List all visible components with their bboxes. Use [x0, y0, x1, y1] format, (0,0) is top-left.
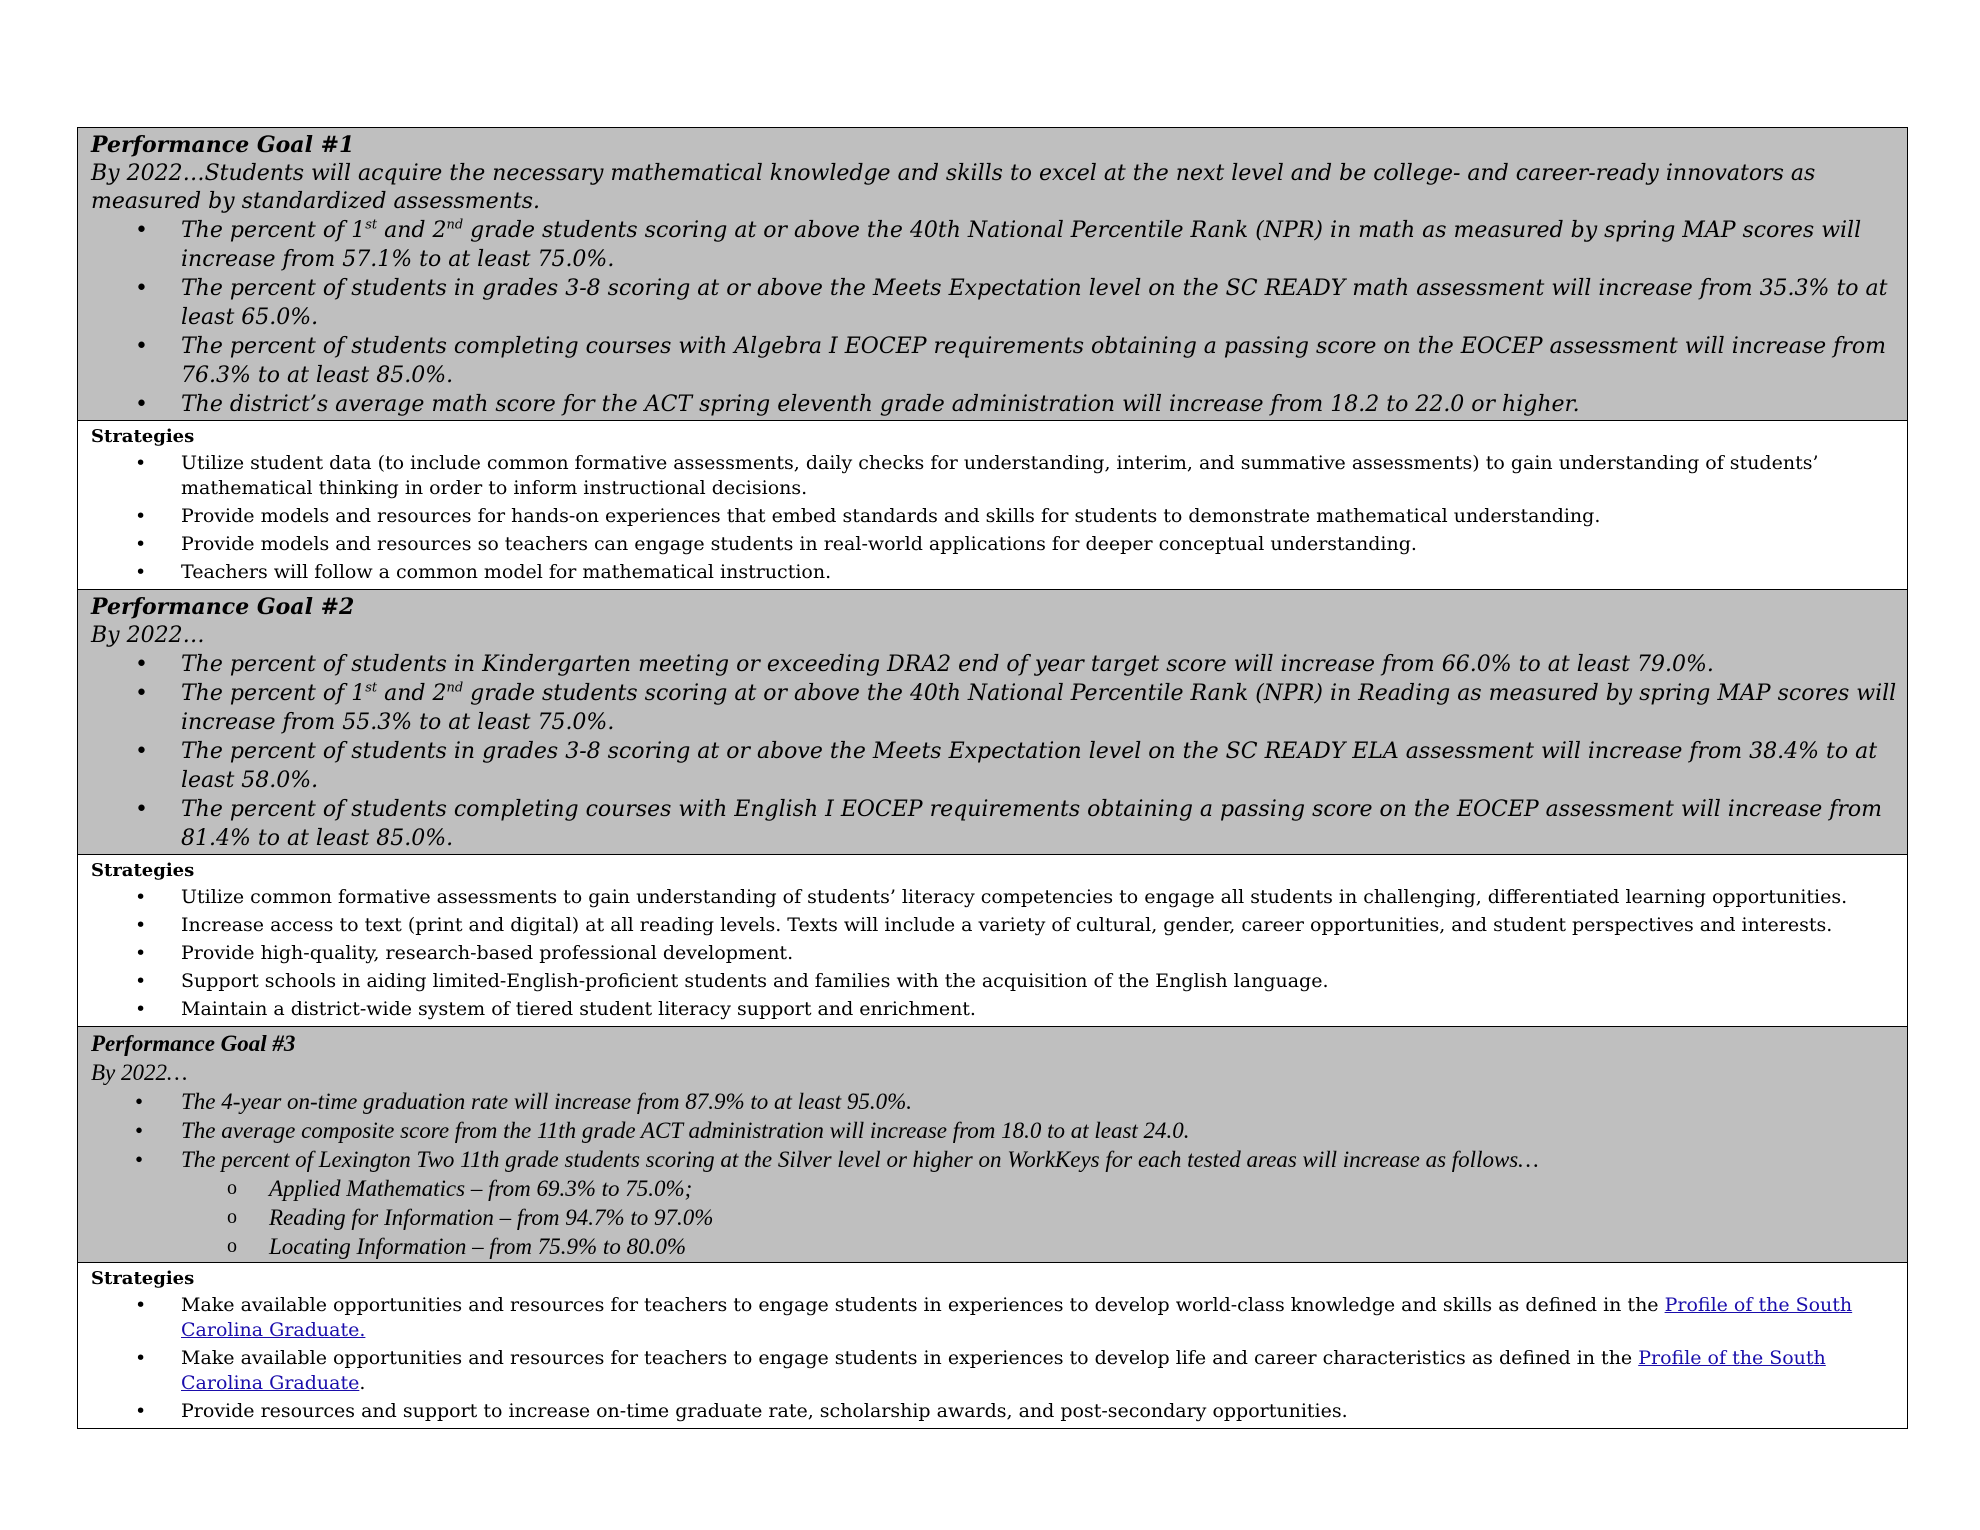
strategy-item: • Support schools in aiding limited-English-proficient students and families with the acquisition of the English language.: [91, 969, 1897, 994]
goal-measure: • The percent of students in Kindergarten meeting or exceeding DRA2 end of year target score will increase from 66.0% to at least 79.0%.: [91, 650, 1897, 679]
strategy-item: • Maintain a district-wide system of tiered student literacy support and enrichment.: [91, 997, 1897, 1022]
strategies-title: Strategies: [91, 1268, 195, 1289]
strategy-item: • Provide high-quality, research-based professional development.: [91, 941, 1897, 966]
strategy-list: [91, 885, 1897, 1022]
goal-measure: • The percent of students completing courses with English I EOCEP requirements obtaining a passing score on the EOCEP assessment will increase from 81.4% to at least 85.0%.: [91, 795, 1897, 853]
strategies-3: [78, 1263, 1907, 1428]
profile-sc-graduate-link[interactable]: Profile of the South Carolina Graduate.: [181, 1294, 1853, 1341]
goal-measure: • The percent of 1st and 2nd grade students scoring at or above the 40th National Percentile Rank (NPR) in math as measured by spring MAP scores will increase from 57.1% to at least 75.0%.: [91, 216, 1897, 274]
goal-measure: • The average composite score from the 11th grade ACT administration will increase from 18.0 to at least 24.0.: [91, 1116, 1897, 1145]
strategy-item: • Make available opportunities and resources for teachers to engage students in experiences to develop life and career characteristics as defined in the Profile of the South Carolina Graduate.: [91, 1346, 1897, 1396]
goal-measure: • The percent of Lexington Two 11th grade students scoring at the Silver level or higher on WorkKeys for each tested areas will increase as follows…: [91, 1145, 1897, 1174]
strategy-item: • Increase access to text (print and digital) at all reading levels. Texts will include a variety of cultural, gender, career opportunities, and student perspectives and interests.: [91, 913, 1897, 938]
goal-measure: • The percent of students in grades 3-8 scoring at or above the Meets Expectation level on the SC READY ELA assessment will increase from 38.4% to at least 58.0%.: [91, 737, 1897, 795]
strategy-item: • Utilize common formative assessments to gain understanding of students’ literacy competencies to engage all students in challenging, differentiated learning opportunities.: [91, 885, 1897, 910]
goal-sub-measure: o Applied Mathematics – from 69.3% to 75.0%;: [91, 1174, 1897, 1203]
strategy-item: • Provide models and resources so teachers can engage students in real-world applications for deeper conceptual understanding.: [91, 532, 1897, 557]
goal-measure: • The 4-year on-time graduation rate will increase from 87.9% to at least 95.0%.: [91, 1087, 1897, 1116]
goal-measures: [91, 216, 1897, 419]
strategy-item: • Teachers will follow a common model for mathematical instruction.: [91, 560, 1897, 585]
strategy-item: • Provide resources and support to increase on-time graduate rate, scholarship awards, and post-secondary opportunities.: [91, 1399, 1897, 1424]
goal-intro: By 2022…Students will acquire the necessary mathematical knowledge and skills to excel at the next level and be college- and career-ready innovators as measured by standardized assessments.: [91, 161, 1816, 214]
strategies-title: Strategies: [91, 426, 195, 447]
strategy-list: [91, 1293, 1897, 1424]
goal-measures: [91, 650, 1897, 853]
strategies-title: Strategies: [91, 860, 195, 881]
strategy-item: • Provide models and resources for hands-on experiences that embed standards and skills for students to demonstrate mathematical understanding.: [91, 504, 1897, 529]
goal-sub-measure: o Locating Information – from 75.9% to 80.0%: [91, 1232, 1897, 1261]
profile-sc-graduate-link[interactable]: Profile of the South Carolina Graduate: [181, 1347, 1826, 1394]
performance-goal-2: [78, 590, 1907, 855]
goal-measure: • The district’s average math score for the ACT spring eleventh grade administration will increase from 18.2 to 22.0 or higher.: [91, 390, 1897, 419]
strategy-item: • Make available opportunities and resources for teachers to engage students in experiences to develop world-class knowledge and skills as defined in the Profile of the South Carolina Graduate.: [91, 1293, 1897, 1343]
goal-sub-measure: o Reading for Information – from 94.7% to 97.0%: [91, 1203, 1897, 1232]
strategies-1: [78, 421, 1907, 590]
goal-title: Performance Goal #3: [91, 1031, 296, 1056]
goal-measure: • The percent of students completing courses with Algebra I EOCEP requirements obtaining a passing score on the EOCEP assessment will increase from 76.3% to at least 85.0%.: [91, 332, 1897, 390]
goal-intro: By 2022…: [91, 1060, 188, 1085]
goal-measures: [91, 1087, 1897, 1261]
strategy-list: [91, 451, 1897, 585]
strategy-item: • Utilize student data (to include common formative assessments, daily checks for understanding, interim, and summative assessments) to gain understanding of students’ mathematical thinking in order to inform instructional decisions.: [91, 451, 1897, 501]
performance-goal-3: [78, 1027, 1907, 1263]
goal-intro: By 2022…: [91, 623, 205, 648]
goal-title: Performance Goal #1: [91, 132, 355, 158]
performance-goal-1: [78, 128, 1907, 421]
goals-table: [77, 127, 1908, 1429]
strategies-2: [78, 855, 1907, 1027]
goal-title: Performance Goal #2: [91, 594, 355, 620]
goal-measure: • The percent of 1st and 2nd grade students scoring at or above the 40th National Percentile Rank (NPR) in Reading as measured by spring MAP scores will increase from 55.3% to at least 75.0%.: [91, 679, 1897, 737]
goal-measure: • The percent of students in grades 3-8 scoring at or above the Meets Expectation level on the SC READY math assessment will increase from 35.3% to at least 65.0%.: [91, 274, 1897, 332]
